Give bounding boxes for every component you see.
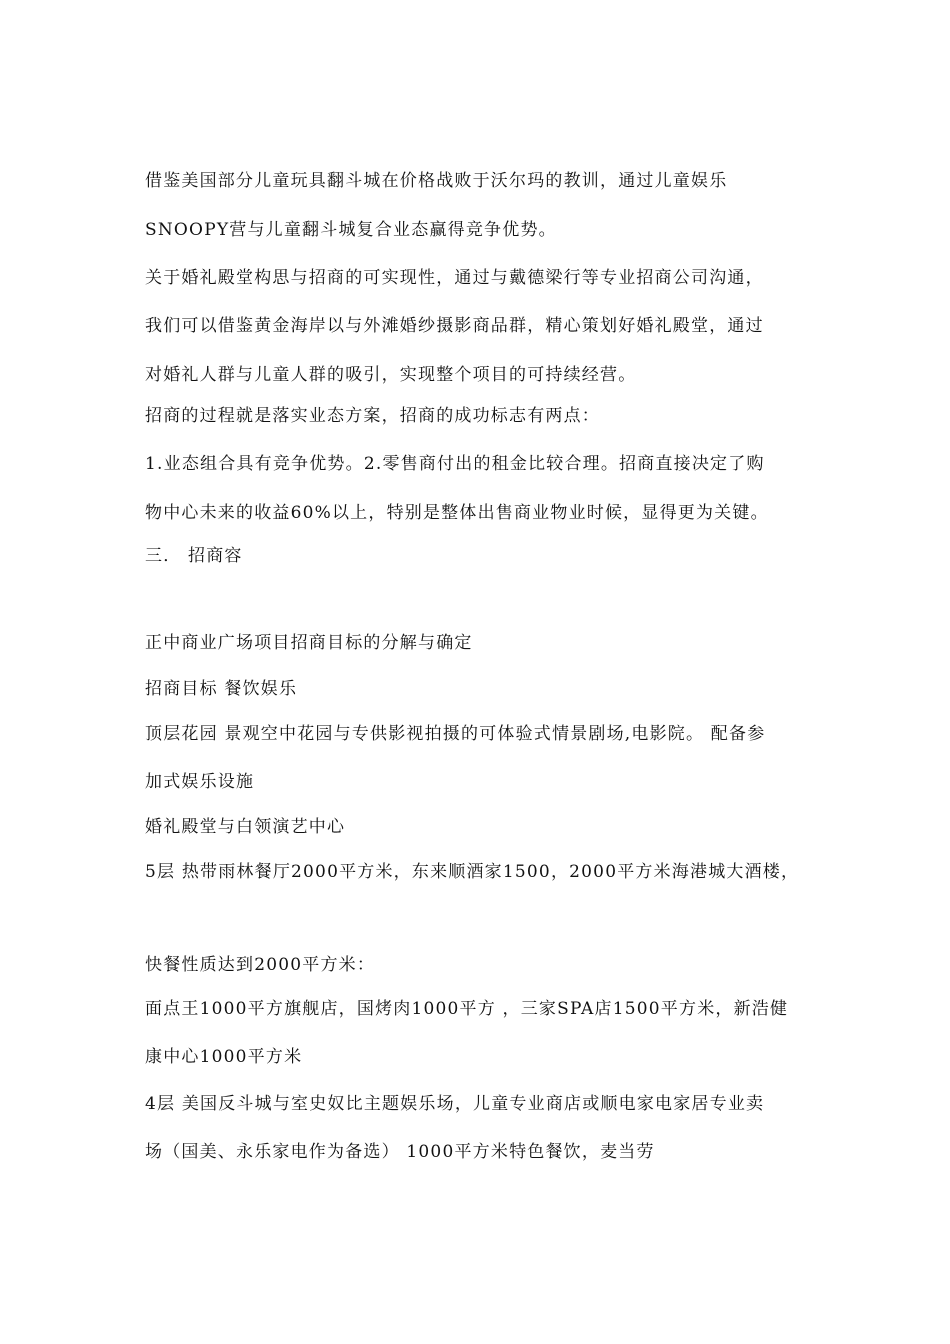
text-line: 顶层花园 景观空中花园与专供影视拍摄的可体验式情景剧场,电影院。 配备参: [145, 724, 766, 744]
text-line: 婚礼殿堂与白领演艺中心: [145, 817, 346, 837]
text-line: 对婚礼人群与儿童人群的吸引，实现整个项目的可持续经营。: [145, 365, 637, 385]
text-line: 面点王1000平方旗舰店，国烤肉1000平方 ，三家SPA店1500平方米，新浩健: [145, 999, 789, 1019]
text-line: 康中心1000平方米: [145, 1047, 303, 1067]
text-line: 招商目标 餐饮娱乐: [145, 679, 298, 699]
text-line: 1.业态组合具有竞争优势。2.零售商付出的租金比较合理。招商直接决定了购: [145, 454, 765, 474]
text-line: SNOOPY营与儿童翻斗城复合业态赢得竞争优势。: [145, 220, 557, 240]
text-line: 场（国美、永乐家电作为备选） 1000平方米特色餐饮，麦当劳: [145, 1142, 655, 1162]
text-line: 关于婚礼殿堂构思与招商的可实现性，通过与戴德梁行等专业招商公司沟通，: [145, 268, 764, 288]
text-line: 加式娱乐设施: [145, 772, 255, 792]
text-line: 物中心未来的收益60%以上，特别是整体出售商业物业时候，显得更为关键。: [145, 503, 769, 523]
text-line: 正中商业广场项目招商目标的分解与确定: [145, 633, 473, 653]
text-line: 5层 热带雨林餐厅2000平方米，东来顺酒家1500，2000平方米海港城大酒楼，: [145, 862, 800, 882]
text-line: 借鉴美国部分儿童玩具翻斗城在价格战败于沃尔玛的教训，通过儿童娱乐: [145, 171, 728, 191]
text-line: 4层 美国反斗城与室史奴比主题娱乐场，儿童专业商店或顺电家电家居专业卖: [145, 1094, 765, 1114]
text-line: 我们可以借鉴黄金海岸以与外滩婚纱摄影商品群，精心策划好婚礼殿堂，通过: [145, 316, 764, 336]
text-line: 招商的过程就是落实业态方案，招商的成功标志有两点：: [145, 406, 600, 426]
text-line: 快餐性质达到2000平方米：: [145, 955, 376, 975]
section-heading: 三． 招商容: [145, 546, 243, 566]
